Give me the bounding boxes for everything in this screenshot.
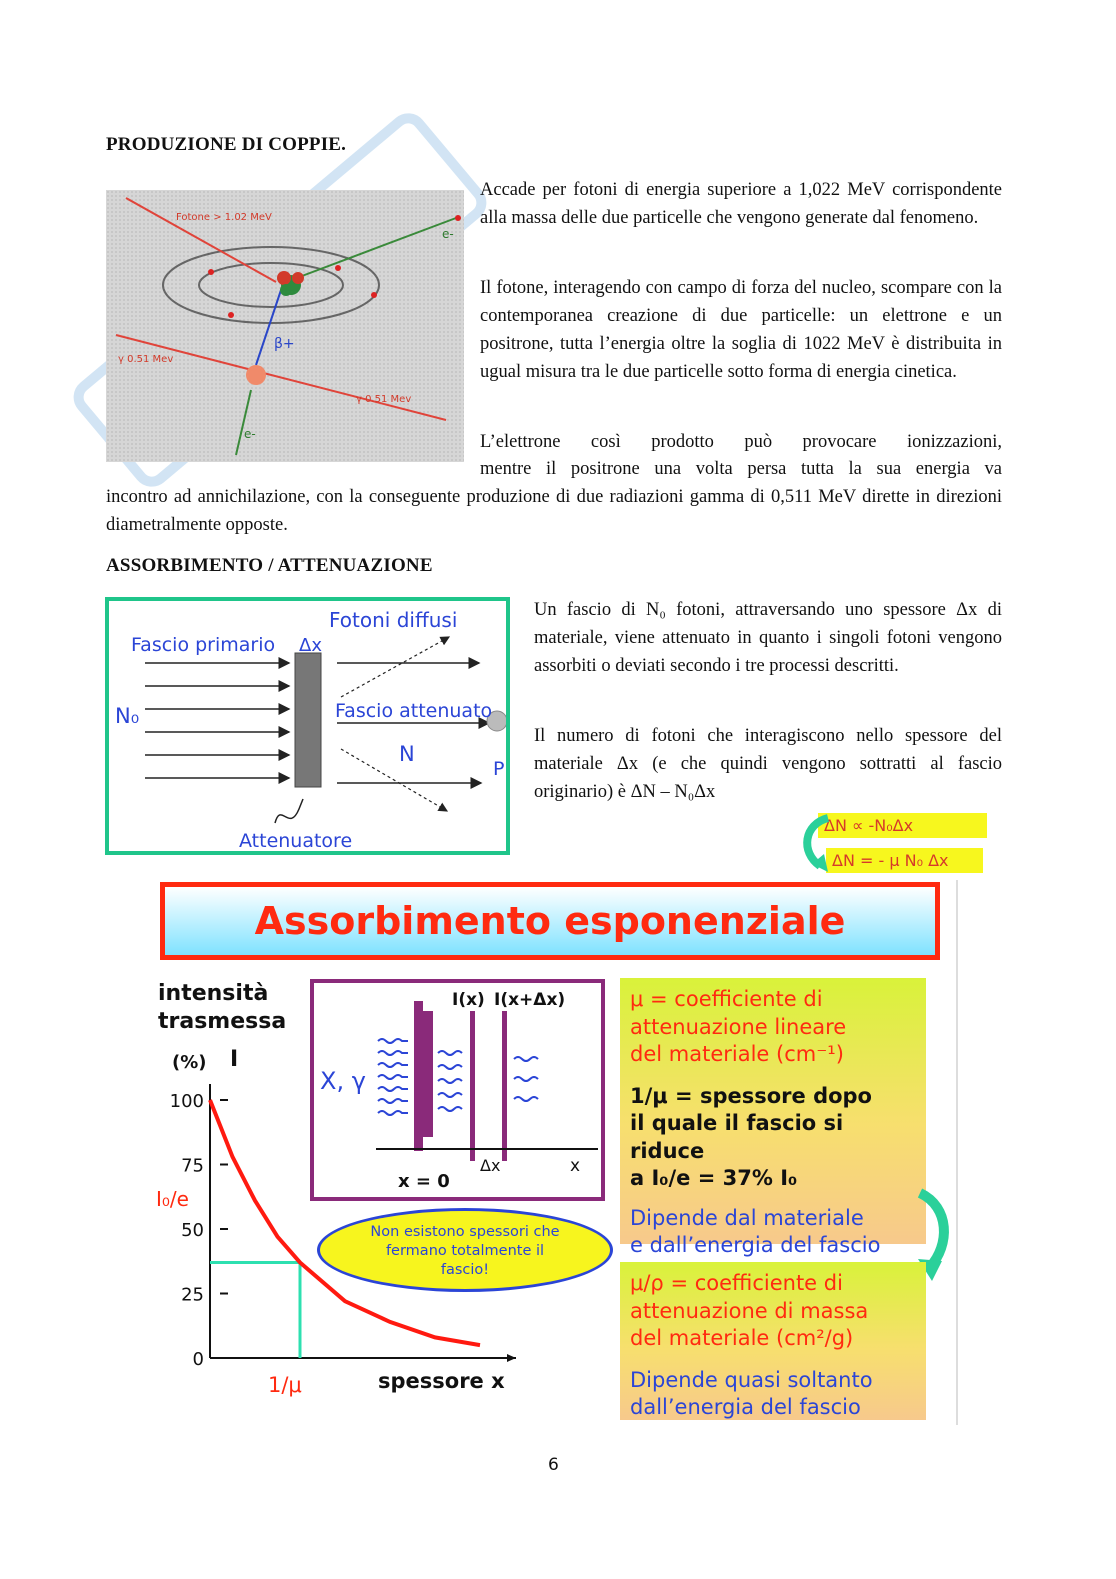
note-bubble: Non esistono spessori che fermano totalmente il fascio! — [317, 1208, 613, 1292]
paragraph-pair-3-line1: L’elettrone così prodotto può provocare ionizzazioni, — [480, 432, 1002, 452]
paragraph-absorption-1: Un fascio di N₀ fotoni, attraversando uno spessore Δx di materiale, viene attenuato in quanto i singoli fotoni vengono assorbiti o deviati secondo i tre processi descritti. — [534, 600, 1002, 676]
section-title-absorption: ASSORBIMENTO / ATTENUAZIONE — [106, 555, 433, 576]
chart-ytick-label: 50 — [181, 1220, 204, 1241]
attenuation-diagram — [109, 601, 506, 851]
graph-ylabel-line1: intensità — [158, 981, 269, 1006]
card-linear-attenuation — [620, 978, 926, 1257]
label-slab-x: x — [570, 1156, 581, 1176]
card2-line3: del materiale (cm²/g) — [630, 1326, 854, 1350]
label-n: N — [399, 742, 415, 766]
card2-line5: dall’energia del fascio — [630, 1395, 861, 1419]
slab-diagram — [314, 983, 601, 1197]
paragraph-pair-2: Il fotone, interagendo con campo di forza del nucleo, scompare con la contemporanea creazione di due particelle: un elettrone e un positrone, tutta l’energia oltre la soglia di 1022 MeV è distribuita in ugual misura tra le due particelle sotto forma di energia cinetica. — [480, 278, 1002, 382]
slide-title: Assorbimento esponenziale — [254, 899, 846, 943]
label-x0: x = 0 — [398, 1171, 450, 1192]
card2-line4: Dipende quasi soltanto — [630, 1367, 873, 1392]
pair-production-figure — [106, 190, 464, 462]
card-mass-attenuation — [620, 1262, 926, 1420]
chart-ytick-label: 100 — [169, 1091, 204, 1112]
card1-line3: del materiale (cm⁻¹) — [630, 1042, 844, 1066]
card1-line4: 1/μ = spessore dopo — [630, 1083, 872, 1108]
paragraph-pair-3-line2: mentre il positrone una volta persa tutta la sua energia va — [480, 459, 1002, 479]
slide-divider — [956, 880, 958, 1425]
page-number: 6 — [548, 1455, 559, 1475]
attenuation-figure-box — [105, 597, 510, 855]
paragraph-pair-3-rest: incontro ad annichilazione, con la conseguente produzione di due radiazioni gamma di 0,511 MeV dirette in direzioni diametralmente opposte. — [106, 487, 1002, 535]
slide-title-box — [160, 882, 940, 960]
label-ix: I(x) — [452, 990, 485, 1010]
slab-diagram-box — [310, 979, 605, 1201]
chart-percent-label: (%) — [172, 1052, 207, 1073]
graph-ylabel-line2: trasmessa — [158, 1009, 287, 1034]
label-fascio-attenuato: Fascio attenuato — [335, 700, 493, 722]
chart-ytick-label: 75 — [181, 1155, 204, 1177]
label-dx: Δx — [299, 635, 322, 656]
label-electron-1: e- — [442, 227, 454, 241]
card2-line2: attenuazione di massa — [630, 1298, 869, 1323]
paragraph-absorption-2: Il numero di fotoni che interagiscono nello spessore del materiale Δx (e che quindi vengono sottratti al fascio originario) è ΔN – N₀Δx — [534, 726, 1002, 802]
card2-line1: μ/ρ = coefficiente di — [630, 1271, 843, 1295]
card1-line7: Dipende dal materiale — [630, 1205, 864, 1230]
label-gamma-right: γ 0.51 Mev — [356, 394, 412, 405]
paragraph-pair-1: Accade per fotoni di energia superiore a 1,022 MeV corrispondente alla massa delle due particelle che vengono generate dal fenomeno. — [480, 180, 1002, 228]
label-electron-2: e- — [244, 427, 256, 441]
equation-proportional: ΔN ∝ -N₀Δx — [818, 813, 987, 838]
label-beta: β+ — [274, 336, 295, 352]
card1-line2: attenuazione lineare — [630, 1014, 847, 1039]
card1-line8: e dall’energia del fascio — [630, 1233, 881, 1257]
card1-line5: il quale il fascio si riduce — [630, 1111, 844, 1163]
chart-ytick-label: 0 — [192, 1349, 204, 1370]
label-x-gamma: X, γ — [320, 1067, 366, 1095]
label-n0: N₀ — [115, 704, 140, 728]
equation-linear: ΔN = - μ N₀ Δx — [826, 848, 983, 873]
curved-arrow-icon — [798, 812, 832, 876]
chart-i-label: I — [230, 1047, 239, 1072]
chart-x-marker-label: 1/μ — [268, 1373, 302, 1397]
label-p: P — [493, 758, 505, 780]
chart-ytick-label: 25 — [181, 1284, 204, 1306]
label-gamma-left: γ 0.51 Mev — [118, 354, 174, 365]
label-ixdx: I(x+Δx) — [494, 990, 566, 1010]
card1-line6: a I₀/e = 37% I₀ — [630, 1166, 798, 1190]
chart-io-e-label: I₀/e — [156, 1187, 189, 1211]
label-slab-dx: Δx — [480, 1156, 501, 1175]
card1-line1: μ = coefficiente di — [630, 987, 823, 1011]
label-attenuatore: Attenuatore — [239, 830, 353, 851]
label-fascio-primario: Fascio primario — [131, 634, 276, 656]
label-fotoni-diffusi: Fotoni diffusi — [329, 608, 458, 632]
chart-xlabel: spessore x — [378, 1369, 505, 1393]
label-photon: Fotone > 1.02 MeV — [176, 212, 272, 223]
graph-ylabel — [158, 980, 286, 1036]
section-title-pair-production: PRODUZIONE DI COPPIE. — [106, 134, 347, 155]
